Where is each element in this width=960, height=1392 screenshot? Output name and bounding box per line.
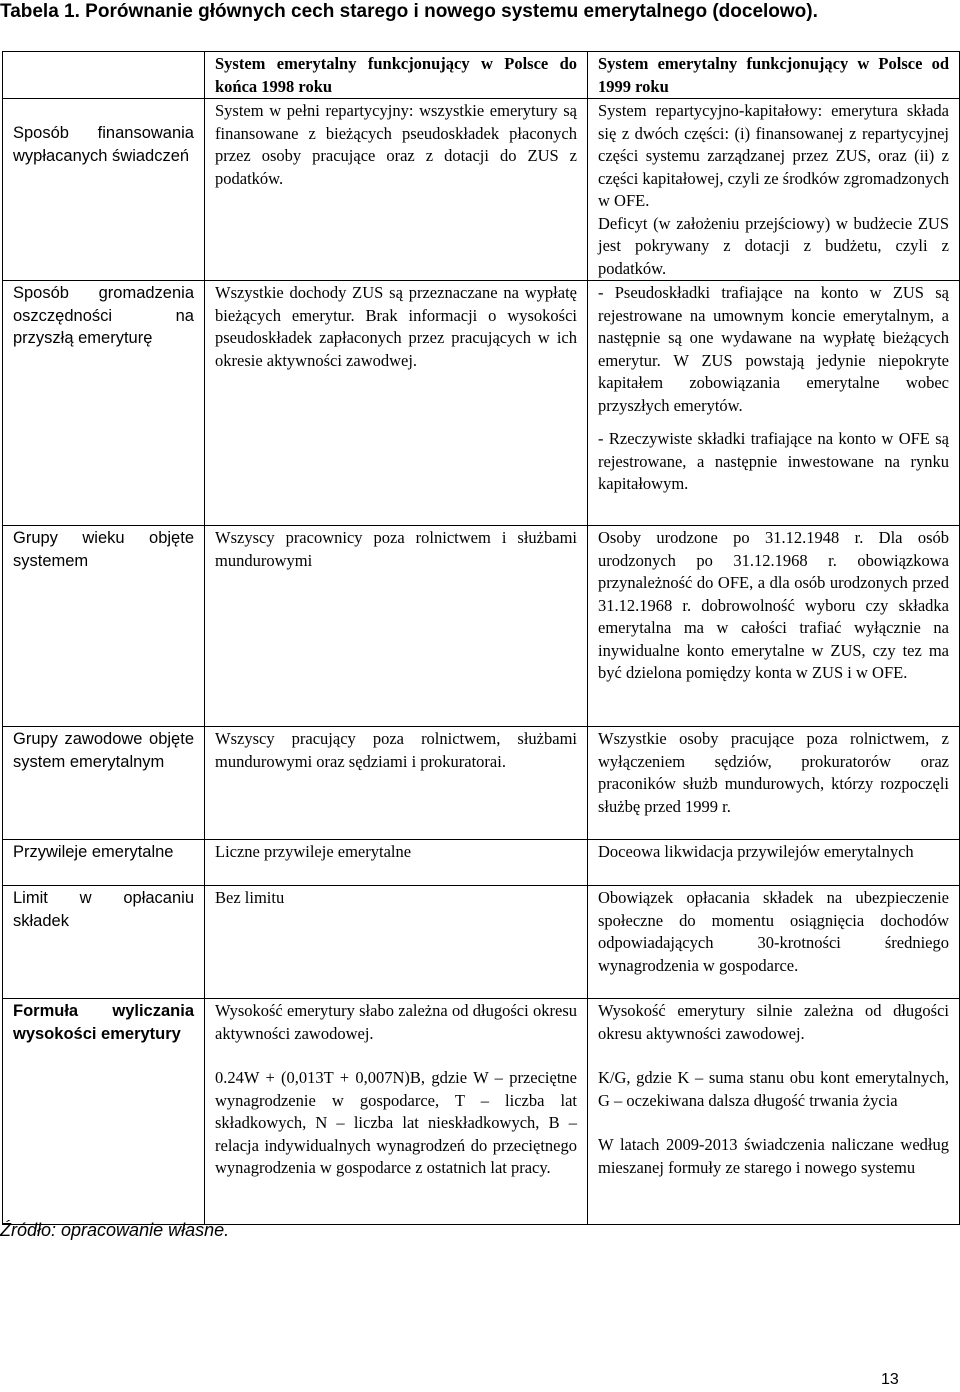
new-formula-part1: Wysokość emerytury silnie zależna od długości okresu aktywności zawodowej. [598, 1001, 949, 1043]
new-privileges: Doceowa likwidacja przywilejów emerytalnych [588, 840, 960, 886]
table-row [3, 999, 960, 1225]
old-financing: System w pełni repartycyjny: wszystkie emerytury są finansowane z bieżących pseudoskładek płaconych przez osoby pracujące oraz z dotacji do ZUS z podatków. [205, 99, 588, 281]
old-limit: Bez limitu [205, 886, 588, 999]
label-financing [3, 99, 205, 281]
new-financing-part1: System repartycyjno-kapitałowy: emerytura składa się z dwóch części: (i) finansowanej z repartycyjnej części systemu zarządzanej przez ZUS, oraz (ii) z części kapitałowej, czyli ze środków zgromadzonych w OFE. [598, 101, 949, 210]
new-savings-part2: - Rzeczywiste składki trafiające na konto w OFE są rejestrowane, a następnie inwestowane na rynku kapitałowym. [598, 429, 949, 493]
table-row [3, 281, 960, 526]
old-formula-part2: 0.24W + (0,013T + 0,007N)B, gdzie W – przeciętne wynagrodzenie w gospodarce, T – liczba lat składkowych, N – liczba lat nieskładkowych, B – relacja indywidualnych wynagrodzeń do przeciętnego wynagrodzenia w gospodarce z ostatnich lat pracy. [215, 1068, 577, 1177]
label-formula: Formuła wyliczania wysokości emerytury [3, 999, 205, 1225]
table-row [3, 727, 960, 840]
new-savings-part1: - Pseudoskładki trafiające na konto w ZUS są rejestrowane na umownym koncie emerytalnym, a następnie są one wydawane na wypłatę bieżących emerytur. W ZUS powstają jedynie niepokryte kapitałem zobowiązania emerytalne wobec przyszłych emerytów. [598, 283, 949, 415]
header-old-system: System emerytalny funkcjonujący w Polsce do końca 1998 roku [205, 52, 588, 99]
table-row [3, 886, 960, 999]
new-formula-part3: W latach 2009-2013 świadczenia naliczane według mieszanej formuły ze starego i nowego systemu [598, 1135, 949, 1177]
new-formula [588, 999, 960, 1225]
old-age-groups: Wszyscy pracownicy poza rolnictwem i służbami mundurowymi [205, 526, 588, 727]
label-professions: Grupy zawodowe objęte system emerytalnym [3, 727, 205, 840]
table-row [3, 526, 960, 727]
comparison-table [2, 51, 960, 1225]
new-financing [588, 99, 960, 281]
label-savings: Sposób gromadzenia oszczędności na przyszłą emeryturę [3, 281, 205, 526]
new-savings [588, 281, 960, 526]
old-formula [205, 999, 588, 1225]
new-formula-part2: K/G, gdzie K – suma stanu obu kont emerytalnych, G – oczekiwana dalsza długość trwania życia [598, 1068, 949, 1110]
page-number: 13 [881, 1371, 899, 1388]
table-row [3, 840, 960, 886]
label-privileges: Przywileje emerytalne [3, 840, 205, 886]
old-formula-part1: Wysokość emerytury słabo zależna od długości okresu aktywności zawodowej. [215, 1001, 577, 1043]
new-professions: Wszystkie osoby pracujące poza rolnictwem, z wyłączeniem sędziów, prokuratorów oraz praconików służb mundurowych, którzy rozpoczęli służbę przed 1999 r. [588, 727, 960, 840]
source-note: Źródło: opracowanie własne. [0, 1220, 230, 1240]
header-empty-cell [3, 52, 205, 99]
new-age-groups: Osoby urodzone po 31.12.1948 r. Dla osób urodzonych po 31.12.1968 r. obowiązkowa przynależność do OFE, a dla osób urodzonych przed 31.12.1968 r. dobrowolność wyboru czy składka emerytalna ma w całości trafiać wyłącznie na inywidualne konto emerytalne w ZUS, czy tez ma być dzielona pomiędzy konta w ZUS i w OFE. [588, 526, 960, 727]
label-limit: Limit w opłacaniu składek [3, 886, 205, 999]
header-new-system: System emerytalny funkcjonujący w Polsce od 1999 roku [588, 52, 960, 99]
table-row [3, 99, 960, 281]
old-professions: Wszyscy pracujący poza rolnictwem, służbami mundurowymi oraz sędziami i prokuratorai. [205, 727, 588, 840]
label-financing-text: Sposób finansowania wypłacanych świadczeń [13, 124, 194, 165]
new-financing-part2: Deficyt (w założeniu przejściowy) w budżecie ZUS jest pokrywany z dotacji z budżetu, czyli z podatków. [598, 213, 949, 278]
table-caption: Tabela 1. Porównanie głównych cech starego i nowego systemu emerytalnego (docelowo). [0, 1, 818, 22]
old-savings: Wszystkie dochody ZUS są przeznaczane na wypłatę bieżących emerytur. Brak informacji o wysokości pseudoskładek zapłaconych przez pracujących w ich okresie aktywności zawodwej. [205, 281, 588, 526]
old-privileges: Liczne przywileje emerytalne [205, 840, 588, 886]
table-row [3, 52, 960, 99]
label-age-groups: Grupy wieku objęte systemem [3, 526, 205, 727]
new-limit: Obowiązek opłacania składek na ubezpieczenie społeczne do momentu osiągnięcia dochodów odpowiadających 30-krotności średniego wynagrodzenia w gospodarce. [588, 886, 960, 999]
